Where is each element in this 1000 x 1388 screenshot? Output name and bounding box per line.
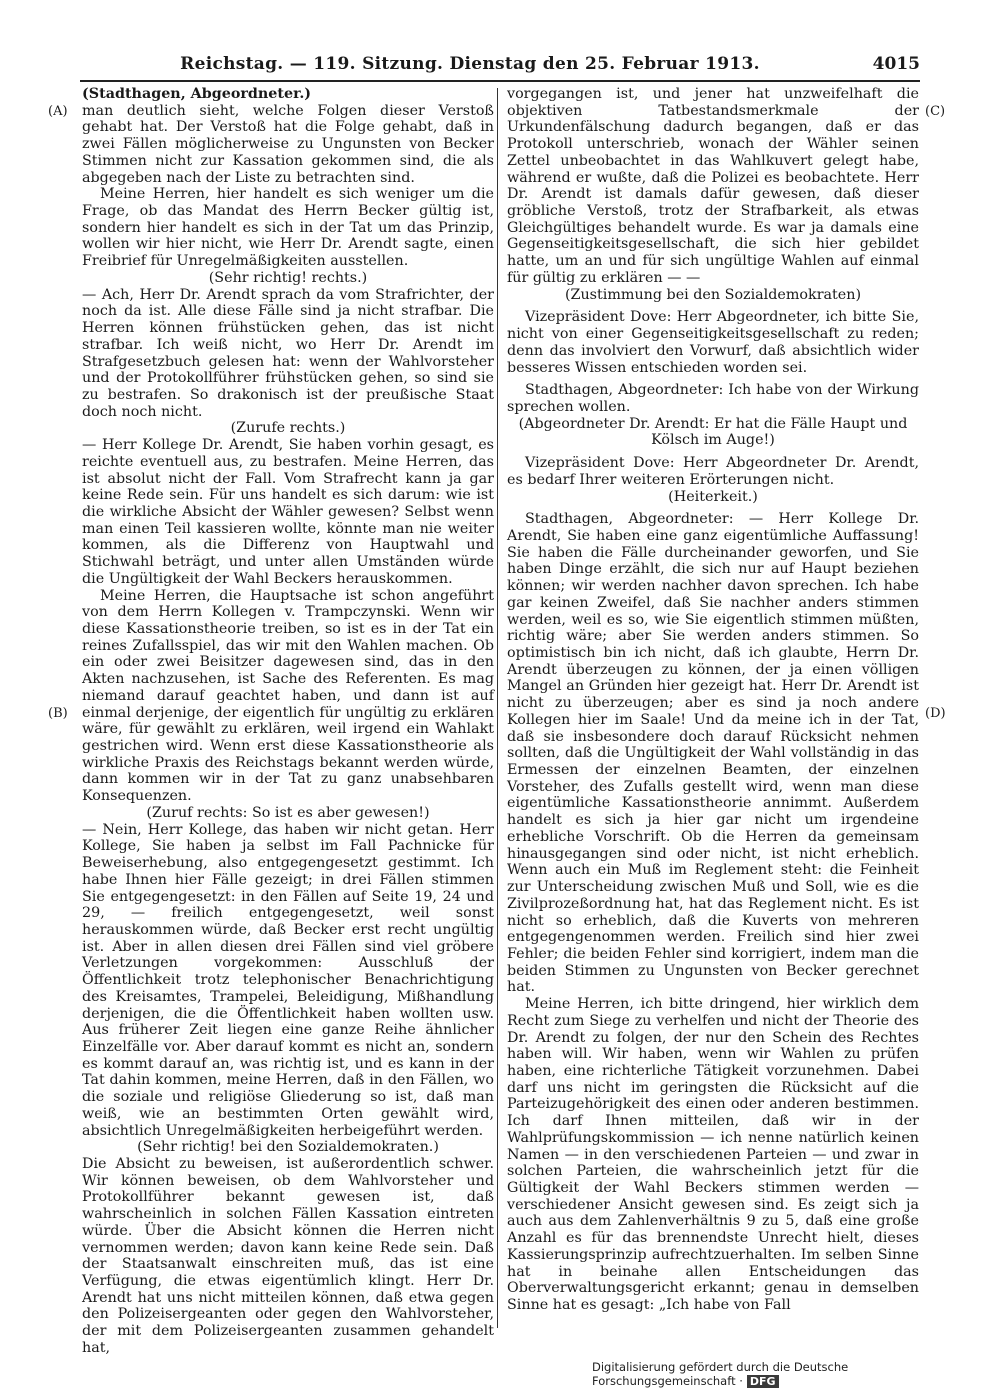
interjection: (Heiterkeit.) xyxy=(668,488,758,505)
dfg-logo: DFG xyxy=(747,1375,779,1388)
paragraph: Meine Herren, hier handelt es sich weniger um die Frage, ob das Mandat des Herrn Becker gültig ist, sondern hier handelt es sich in der Tat um das Prinzip, wollen wir hier nicht, wie Herr Dr. Arendt sagte, einen Freibrief für Unregelmäßigkeiten ausstellen. xyxy=(82,186,494,270)
right-column xyxy=(507,86,919,1336)
paragraph: — Herr Kollege Dr. Arendt, Sie haben vorhin gesagt, es reichte eventuell aus, zu bestrafen. Meine Herren, das ist absolut nicht der Fall. Vom Strafrecht kann ja gar keine Rede sein. Für uns handelt es sich darum: wie ist die wirkliche Absicht der Wähler gewesen? Selbst wenn man einen Teil kassieren wollte, könnte man nie weiter kommen, als die Differenz von Hauptwahl und Stichwahl beträgt, und unter allen Umständen würde die Ungültigkeit der Wahl Beckers herauskommen. xyxy=(82,437,494,587)
margin-marker-b: (B) xyxy=(48,706,68,721)
interjection: (Zuruf rechts: So ist es aber gewesen!) xyxy=(146,804,430,821)
interjection: (Sehr richtig! bei den Sozialdemokraten.) xyxy=(137,1139,439,1156)
page-title: Reichstag. — 119. Sitzung. Dienstag den 25. Februar 1913. xyxy=(180,54,760,74)
page-number: 4015 xyxy=(872,54,920,74)
paragraph: Meine Herren, die Hauptsache ist schon angeführt von dem Herrn Kollegen v. Trampczynski. Wenn wir diese Kassationstheorie treiben, so ist es in der Tat ein reines Zufallsspiel, das wir mit den Wahlen machen. Ob ein oder zwei Beisitzer dagewesen sind, das in den Akten nachzusehen, ist Sache des Referenten. Es mag niemand darauf geachtet haben, und dann ist auf einmal derjenige, der eigentlich für ungültig zu erklären wäre, für gewählt zu erklären, weil irgend ein Wahlakt gestrichen wird. Wenn erst diese Kassationstheorie als wirkliche Praxis des Reichstags bekannt werden würde, dann kommen wir in der Tat zu ganz unabsehbaren Konsequenzen. xyxy=(82,587,494,805)
footer-credit xyxy=(592,1360,992,1388)
margin-marker-c: (C) xyxy=(925,104,946,119)
interjection: (Zurufe rechts.) xyxy=(230,420,346,437)
paragraph: — Nein, Herr Kollege, das haben wir nicht getan. Herr Kollege, Sie haben ja selbst im Fall Pachnicke für Beweiserhebung, also entgegengesetzt gestimmt. Ich habe Ihnen hier Fälle gezeigt; in drei Fällen stimmen Sie entgegengesetzt: in den Fällen auf Seite 19, 24 und 29, — freilich entgegengesetzt, weil sonst herauskommen würde, daß Becker erst recht ungültig ist. Aber in allen diesen drei Fällen sind viel gröbere Verletzungen vorgekommen: Ausschluß der Öffentlichkeit trotz telephonischer Benachrichtigung des Kreisamtes, Trampelei, Beleidigung, Mißhandlung derjenigen, die die Öffentlichkeit haben wollten usw. Aus früherer Zeit liegen eine ganze Reihe ähnlicher Einzelfälle vor. Aber darauf kommt es nicht an, sondern es kommt darauf an, was richtig ist, und es kann in der Tat dahin kommen, meine Herren, daß in den Fällen, wo die soziale und religiöse Gliederung so ist, daß man weiß, wie an bestimmten Orten gewählt wird, absichtlich Unregelmäßigkeiten herbeigeführt werden. xyxy=(82,821,494,1139)
margin-marker-a: (A) xyxy=(48,104,68,119)
page-header xyxy=(80,54,920,82)
paragraph: Die Absicht zu beweisen, ist außerordentlich schwer. Wir können beweisen, ob dem Wahlvorsteher und Protokollführer bekannt gewesen ist, daß wahrscheinlich in solchen Fällen Kassation eintreten würde. Über die Absicht können die Herren nicht vernommen werden; davon kann keine Rede sein. Daß der Staatsanwalt einschreiten muß, das ist eine Verfügung, die etwas eigentümlich klingt. Herr Dr. Arendt hat uns nicht mitteilen können, daß etwa gegen den Polizeisergeanten oder gegen den Wahlvorsteher, der mit dem Polizeisergeanten zusammen gehandelt hat, xyxy=(82,1156,494,1356)
paragraph-stadthagen: Stadthagen, Abgeordneter: — Herr Kollege Dr. Arendt, Sie haben eine ganz eigentümliche Auffassung! Sie haben die Fälle durcheinander geworfen, und Sie haben Dinge erzählt, die sich nur auf Haupt beziehen können; wir werden nachher davon sprechen. Ich habe gar keinen Zweifel, daß Sie nachher anders stimmen werden, weil es so, wie Sie eigentlich stimmen müßten, richtig wäre; aber Sie werden anders stimmen. So optimistisch bin ich nicht, daß ich glaubte, Herrn Dr. Arendt überzeugen zu können, der ja einen völligen Mangel an Gründen hier gezeigt hat. Herr Dr. Arendt ist nicht zu überzeugen; aber es sind ja noch andere Kollegen hier im Saale! Und da meine ich in der Tat, daß sie insbesondere doch darauf Rücksicht nehmen sollten, daß die Ungültigkeit der Wahl vollständig in das Ermessen der einzelnen Beamten, der einzelnen Vorsteher, des Zufalls gestellt wird, wenn man diese eigentümliche Kassationstheorie annimmt. Außerdem handelt es sich ja hier gar nicht um irgendeine erhebliche Vorschrift. Ob die Herren da gemeinsam hinausgegangen sind oder nicht, ist nicht erheblich. Wenn auch ein Muß im Reglement steht: die Feinheit zur Unterscheidung zwischen Muß und Soll, wie es die Zivilprozeßordnung hat, hat das Reglement nicht. Es ist nicht so erheblich, daß die Kuverts von mehreren entgegengenommen werden. Freilich sind hier zwei Fehler; die beiden Fehler sind korrigiert, indem man die beiden Stimmen zu Ungunsten von Becker gerechnet hat. xyxy=(507,511,919,996)
speaker-continuation: (Stadthagen, Abgeordneter.) xyxy=(82,86,312,102)
paragraph-vice-president: Vizepräsident Dove: Herr Abgeordneter Dr. Arendt, es bedarf Ihrer weiteren Erörterungen nicht. xyxy=(507,455,919,488)
paragraph: man deutlich sieht, welche Folgen dieser Verstoß gehabt hat. Der Verstoß hat die Folge gehabt, daß in zwei Fällen möglicherweise zu Ungunsten von Becker Stimmen nicht zur Kassation gekommen sind, die als abgegeben nach der Liste zu betrachten sind. xyxy=(82,102,494,186)
paragraph-stadthagen: Stadthagen, Abgeordneter: Ich habe von der Wirkung sprechen wollen. xyxy=(507,382,919,415)
column-divider xyxy=(497,88,498,1328)
paragraph: — Ach, Herr Dr. Arendt sprach da vom Strafrichter, der noch da ist. Alle diese Fälle sind ja nicht strafbar. Die Herren können frühstücken gehen, das ist nicht strafbar. Ich weiß nicht, wo Herr Dr. Arendt im Strafgesetzbuch gelesen hat: wenn der Wahlvorsteher und der Protokollführer frühstücken gehen, so sind sie zu bestrafen. So drakonisch ist der preußische Staat doch noch nicht. xyxy=(82,286,494,420)
interjection: (Zustimmung bei den Sozialdemokraten) xyxy=(564,286,862,303)
left-column xyxy=(82,86,494,1356)
paragraph: vorgegangen ist, und jener hat unzweifelhaft die objektiven Tatbestandsmerkmale der Urkundenfälschung dadurch begangen, daß er das Protokoll unterschrieb, wonach der Wähler seinen Zettel unbeobachtet in das Wahlkuvert gelegt habe, während er wußte, daß die Polizei es beobachtete. Herr Dr. Arendt ist damals dafür gewesen, daß dieser gröbliche Verstoß, trotz der Strafbarkeit, als etwas Gleichgültiges behandelt wurde. Es war ja damals eine Gegenseitigkeitsgesellschaft, die sich hier gebildet hatte, um an und für sich ungültige Wahlen auf einmal für gültig zu erklären — — xyxy=(507,86,919,286)
interjection: (Abgeordneter Dr. Arendt: Er hat die Fälle Haupt und Kölsch im Auge!) xyxy=(518,415,908,449)
interjection: (Sehr richtig! rechts.) xyxy=(208,269,368,286)
margin-marker-d: (D) xyxy=(925,706,946,721)
paragraph-vice-president: Vizepräsident Dove: Herr Abgeordneter, ich bitte Sie, nicht von einer Gegenseitigkeitsgesellschaft zu reden; denn das involviert den Vorwurf, daß absichtlich wider besseres Wissen entschieden worden sei. xyxy=(507,309,919,376)
paragraph: Meine Herren, ich bitte dringend, hier wirklich dem Recht zum Siege zu verhelfen und nicht der Theorie des Dr. Arendt zu folgen, der nur den Schein des Rechtes haben will. Wir haben, wenn wir Wahlen zu prüfen haben, eine richterliche Tätigkeit vorzunehmen. Dabei darf uns nicht im geringsten die Rücksicht auf die Parteizugehörigkeit des einen oder anderen bestimmen. Ich darf Ihnen mitteilen, daß wir in der Wahlprüfungskommission — ich nenne natürlich keinen Namen — in den verschiedenen Parteien — und zwar in solchen Parteien, die wahrscheinlich jetzt für die Gültigkeit der Wahl Beckers stimmen werden — verschiedener Ansicht gewesen sind. Es zeigt sich ja auch aus dem Zahlenverhältnis 9 zu 5, daß eine große Anzahl es für das brennendste Unrecht hielt, dieses Kassierungsprinzip aufrechtzuerhalten. Im selben Sinne hat in beinahe allen Entscheidungen das Oberverwaltungsgericht erkannt; genau in demselben Sinne hat es gesagt: „Ich habe von Fall xyxy=(507,996,919,1314)
footer-text: Digitalisierung gefördert durch die Deutsche Forschungsgemeinschaft · xyxy=(592,1360,849,1388)
